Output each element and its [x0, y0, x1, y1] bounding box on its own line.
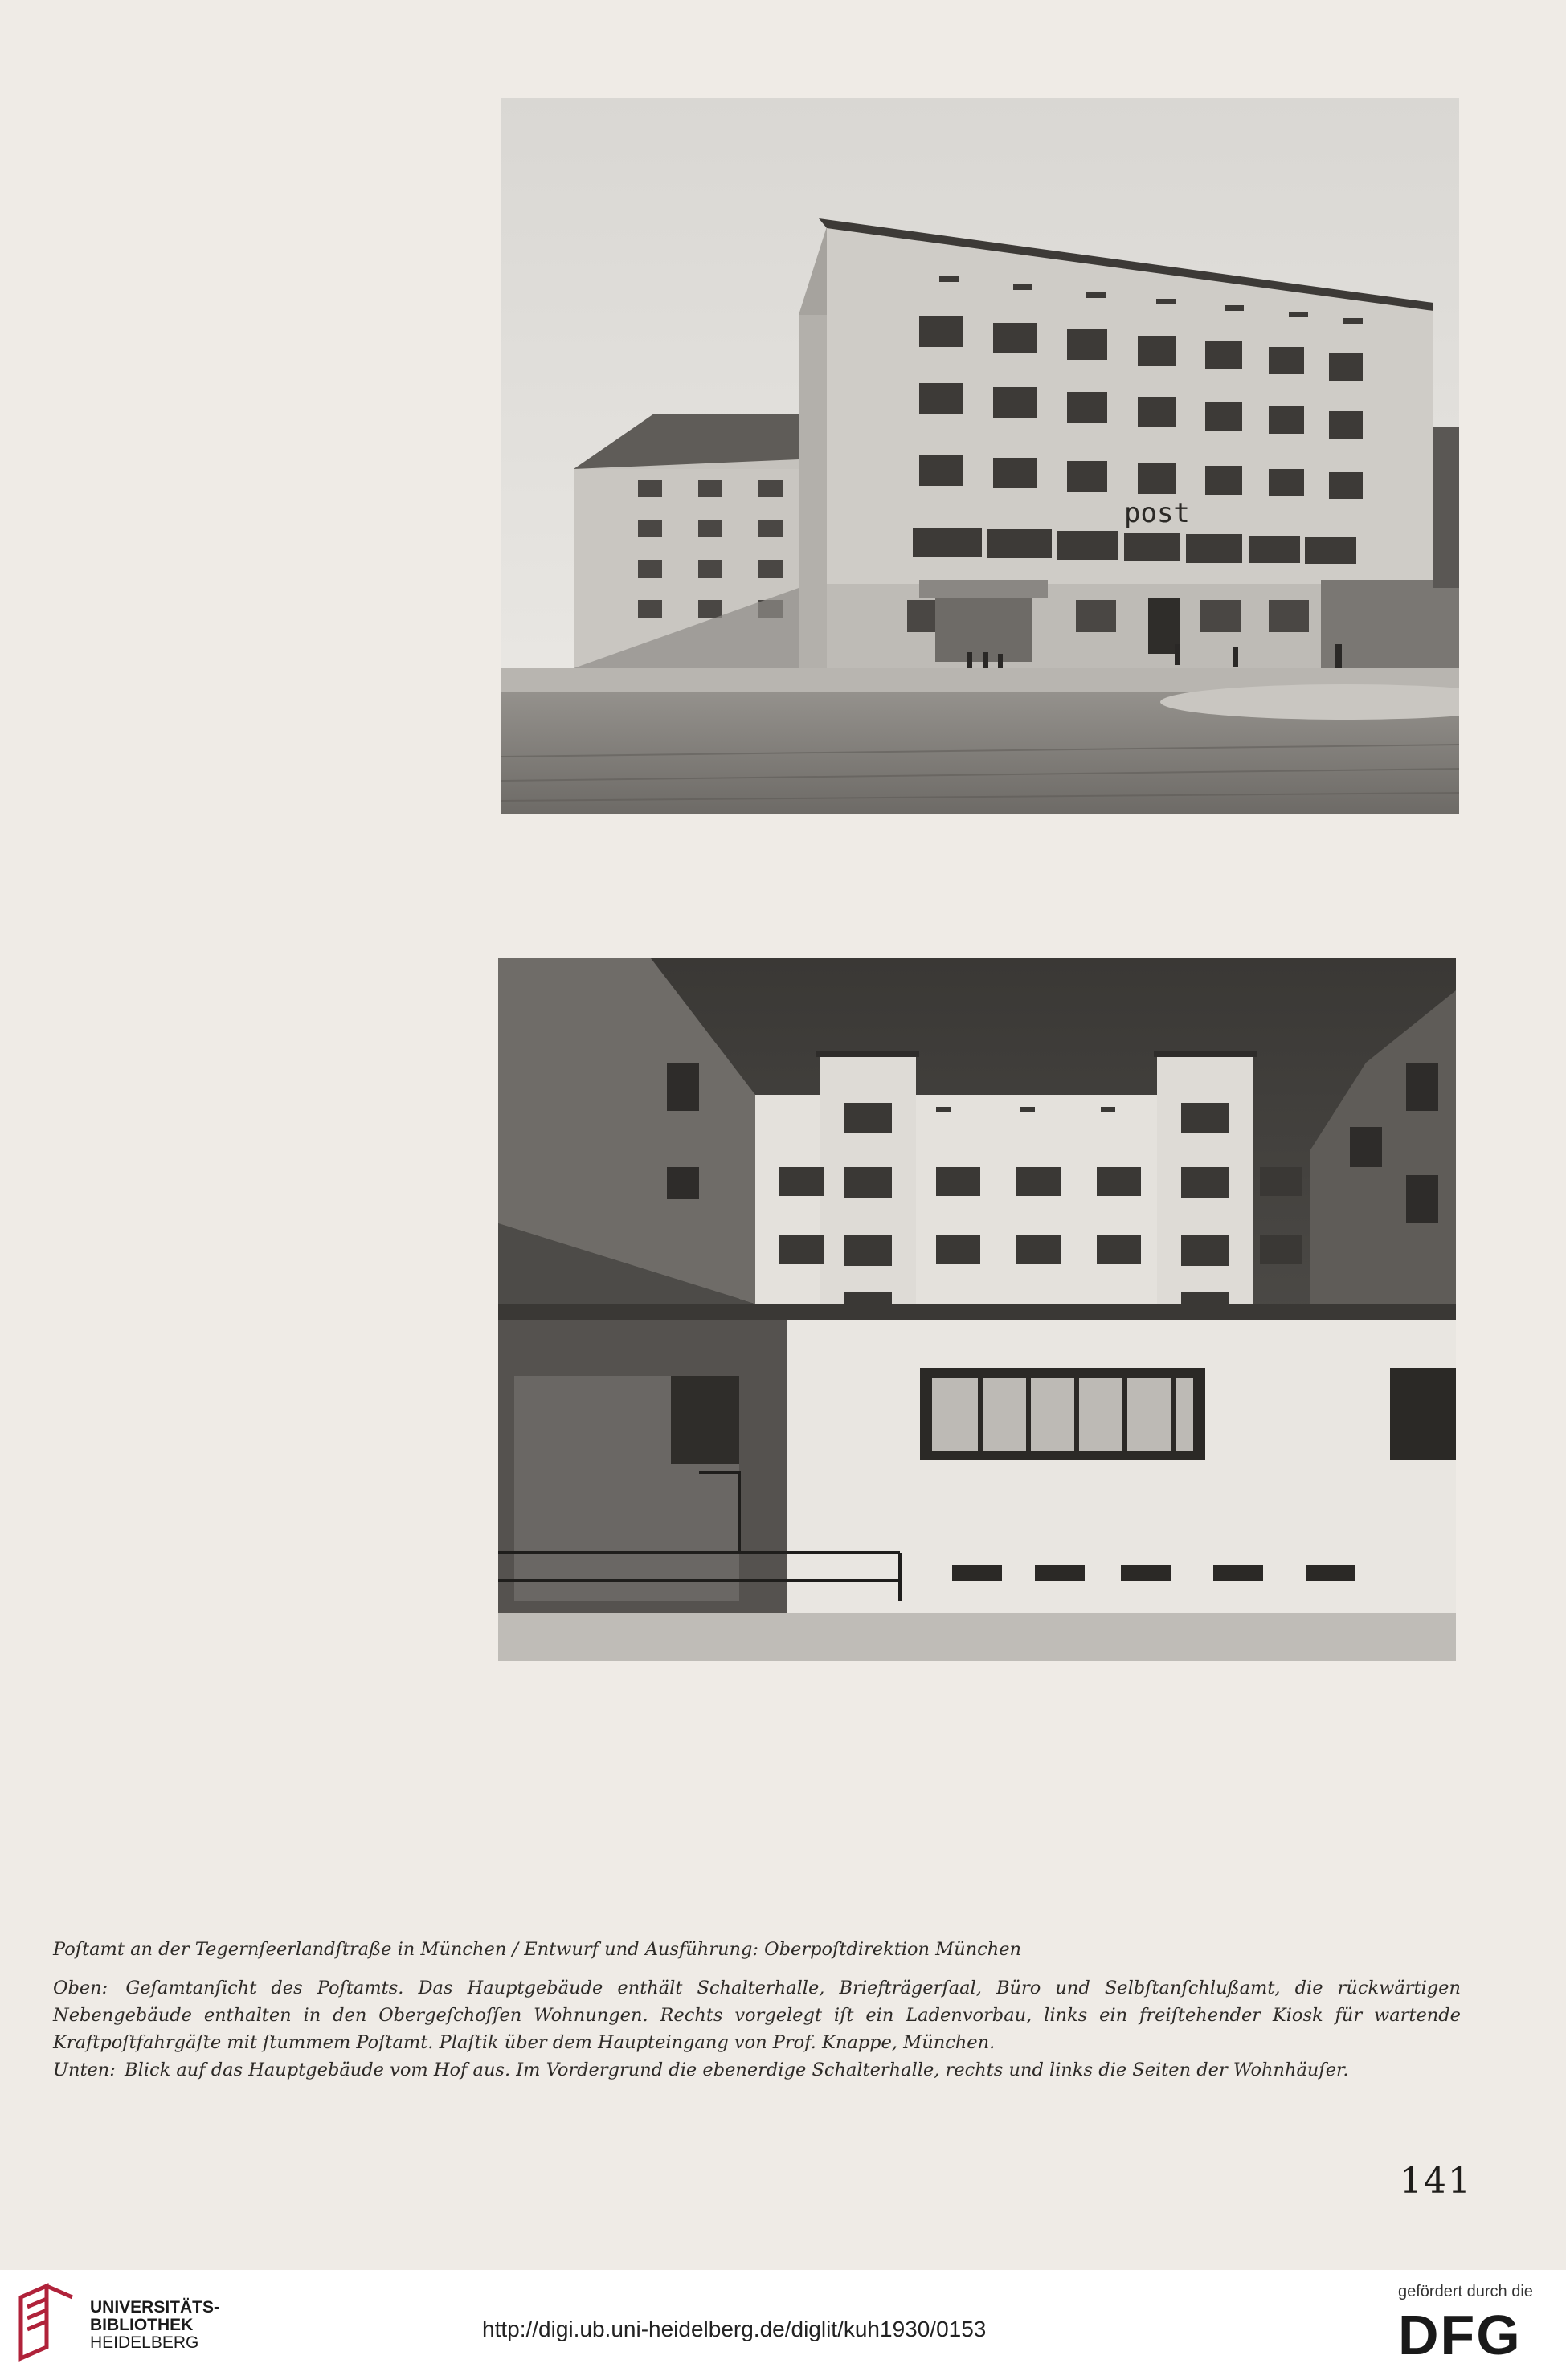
dfg-logo[interactable]: DFG	[1398, 2304, 1522, 2366]
post-sign: post	[1124, 497, 1190, 529]
photo-courtyard-view	[498, 958, 1456, 1661]
caption-title: Poſtamt an der Tegernſeerlandſtraße in München / Entwurf und Ausführung: Oberpoſtdirektion München	[53, 1939, 1022, 1960]
photo-post-office-exterior	[501, 98, 1459, 814]
caption-bottom-text: Blick auf das Hauptgebäude vom Hof aus. Im Vordergrund die ebenerdige Schalterhalle, rechts und links die Seiten der Wohnhäuſer.	[125, 2060, 1349, 2080]
post-office-exterior-image	[501, 98, 1459, 814]
footer-bar	[0, 2270, 1566, 2380]
caption-top-label: Oben:	[53, 1978, 108, 1998]
library-name-line1: UNIVERSITÄTS-	[90, 2298, 220, 2317]
caption-block	[53, 1936, 1461, 2084]
caption-bottom-description	[53, 2056, 1461, 2084]
caption-top-description	[53, 1974, 1461, 2056]
page-number: 141	[1400, 2161, 1472, 2202]
university-library-logo-icon	[14, 2283, 79, 2363]
library-name-line2: BIBLIOTHEK	[90, 2316, 194, 2334]
courtyard-view-image	[498, 958, 1456, 1661]
document-url-link[interactable]: http://digi.ub.uni-heidelberg.de/diglit/kuh1930/0153	[482, 2317, 987, 2341]
caption-top-text: Geſamtanſicht des Poſtamts. Das Hauptgebäude enthält Schalterhalle, Briefträgerſaal, Büro und Selbſtanſchlußamt, die rückwärtigen Nebengebäude enthalten in den Obergeſchoſſen Wohnungen. Rechts vorgelegt iſt ein Ladenvorbau, links ein freiſtehender Kiosk für wartende Kraftpoſtfahrgäſte mit ſtummem Poſtamt. Plaſtik über dem Haupteingang von Prof. Knappe, München.	[53, 1978, 1461, 2053]
caption-bottom-label: Unten:	[53, 2060, 116, 2080]
funded-by-label: gefördert durch die	[1398, 2283, 1533, 2300]
library-name-line3: HEIDELBERG	[90, 2333, 199, 2352]
library-name[interactable]	[90, 2299, 219, 2352]
